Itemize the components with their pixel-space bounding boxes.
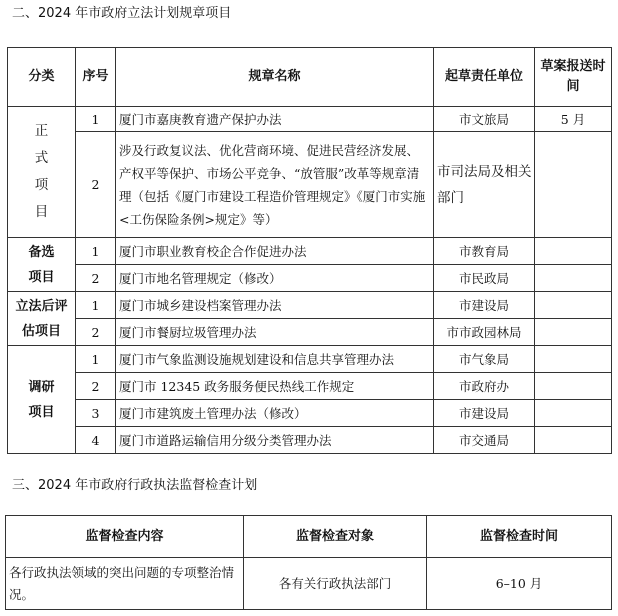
regulation-name: 厦门市建筑废土管理办法（修改） [116, 400, 434, 427]
regulation-name: 厦门市嘉庚教育遗产保护办法 [116, 107, 434, 132]
header-submission-time: 草案报送时间 [535, 48, 612, 107]
regulation-name: 厦门市城乡建设档案管理办法 [116, 292, 434, 319]
regulation-name: 厦门市餐厨垃圾管理办法 [116, 319, 434, 346]
row-number: 2 [76, 132, 116, 238]
category-line: 备选 [28, 244, 55, 260]
submission-time [535, 132, 612, 238]
submission-time [535, 400, 612, 427]
submission-time [535, 238, 612, 265]
row-number: 2 [76, 265, 116, 292]
header-inspection-time: 监督检查时间 [427, 516, 612, 558]
drafting-unit: 市交通局 [434, 427, 535, 454]
table-row [8, 292, 612, 319]
table-row [8, 238, 612, 265]
inspection-time: 6–10 月 [427, 558, 612, 610]
submission-time [535, 373, 612, 400]
inspection-target: 各有关行政执法部门 [244, 558, 427, 610]
table-row [8, 346, 612, 373]
row-number: 1 [76, 346, 116, 373]
category-line: 项目 [28, 269, 55, 285]
regulation-name: 厦门市 12345 政务服务便民热线工作规定 [116, 373, 434, 400]
table-row [8, 427, 612, 454]
drafting-unit: 市建设局 [434, 400, 535, 427]
header-inspection-content: 监督检查内容 [6, 516, 244, 558]
table-header-row [6, 516, 612, 558]
header-drafting-unit: 起草责任单位 [434, 48, 535, 107]
category-line: 式 [34, 150, 49, 166]
row-number: 2 [76, 373, 116, 400]
row-number: 2 [76, 319, 116, 346]
submission-time [535, 427, 612, 454]
supervision-plan-table [5, 515, 612, 610]
category-cell-formal [8, 107, 76, 238]
table-row [8, 132, 612, 238]
row-number: 1 [76, 292, 116, 319]
drafting-unit: 市司法局及相关部门 [434, 132, 535, 238]
regulation-name: 厦门市职业教育校企合作促进办法 [116, 238, 434, 265]
category-line: 调研 [28, 379, 55, 395]
header-category: 分类 [8, 48, 76, 107]
category-line: 目 [34, 204, 49, 220]
category-cell-alternate [8, 238, 76, 292]
category-cell-research [8, 346, 76, 454]
category-line: 项 [34, 177, 49, 193]
category-line: 项目 [28, 404, 55, 420]
submission-time [535, 346, 612, 373]
row-number: 1 [76, 238, 116, 265]
table-row [8, 400, 612, 427]
submission-time [535, 319, 612, 346]
header-inspection-target: 监督检查对象 [244, 516, 427, 558]
drafting-unit: 市气象局 [434, 346, 535, 373]
table-row [8, 265, 612, 292]
submission-time: 5 月 [535, 107, 612, 132]
submission-time [535, 292, 612, 319]
header-number: 序号 [76, 48, 116, 107]
drafting-unit: 市市政园林局 [434, 319, 535, 346]
table-row [8, 373, 612, 400]
drafting-unit: 市政府办 [434, 373, 535, 400]
row-number: 1 [76, 107, 116, 132]
row-number: 3 [76, 400, 116, 427]
table-row [8, 107, 612, 132]
header-regulation-name: 规章名称 [116, 48, 434, 107]
regulation-name: 厦门市地名管理规定（修改） [116, 265, 434, 292]
category-line: 立法后评 [15, 298, 68, 314]
table-row [8, 319, 612, 346]
category-line: 正 [34, 123, 49, 139]
regulation-name: 涉及行政复议法、优化营商环境、促进民营经济发展、产权平等保护、市场公平竞争、“放管服”改革等规章清理（包括《厦门市建设工程造价管理规定》《厦门市实施<工伤保险条例>规定》等） [116, 132, 434, 238]
drafting-unit: 市文旅局 [434, 107, 535, 132]
drafting-unit: 市建设局 [434, 292, 535, 319]
drafting-unit: 市民政局 [434, 265, 535, 292]
row-number: 4 [76, 427, 116, 454]
drafting-unit: 市教育局 [434, 238, 535, 265]
section-3-title: 三、2024 年市政府行政执法监督检查计划 [12, 478, 258, 493]
category-cell-post-evaluation [8, 292, 76, 346]
regulation-name: 厦门市道路运输信用分级分类管理办法 [116, 427, 434, 454]
table-header-row [8, 48, 612, 107]
inspection-content: 各行政执法领域的突出问题的专项整治情况。 [6, 558, 244, 610]
section-2-title: 二、2024 年市政府立法计划规章项目 [12, 6, 232, 21]
legislation-plan-table [7, 47, 612, 454]
table-row [6, 558, 612, 610]
regulation-name: 厦门市气象监测设施规划建设和信息共享管理办法 [116, 346, 434, 373]
submission-time [535, 265, 612, 292]
category-line: 估项目 [21, 323, 61, 339]
